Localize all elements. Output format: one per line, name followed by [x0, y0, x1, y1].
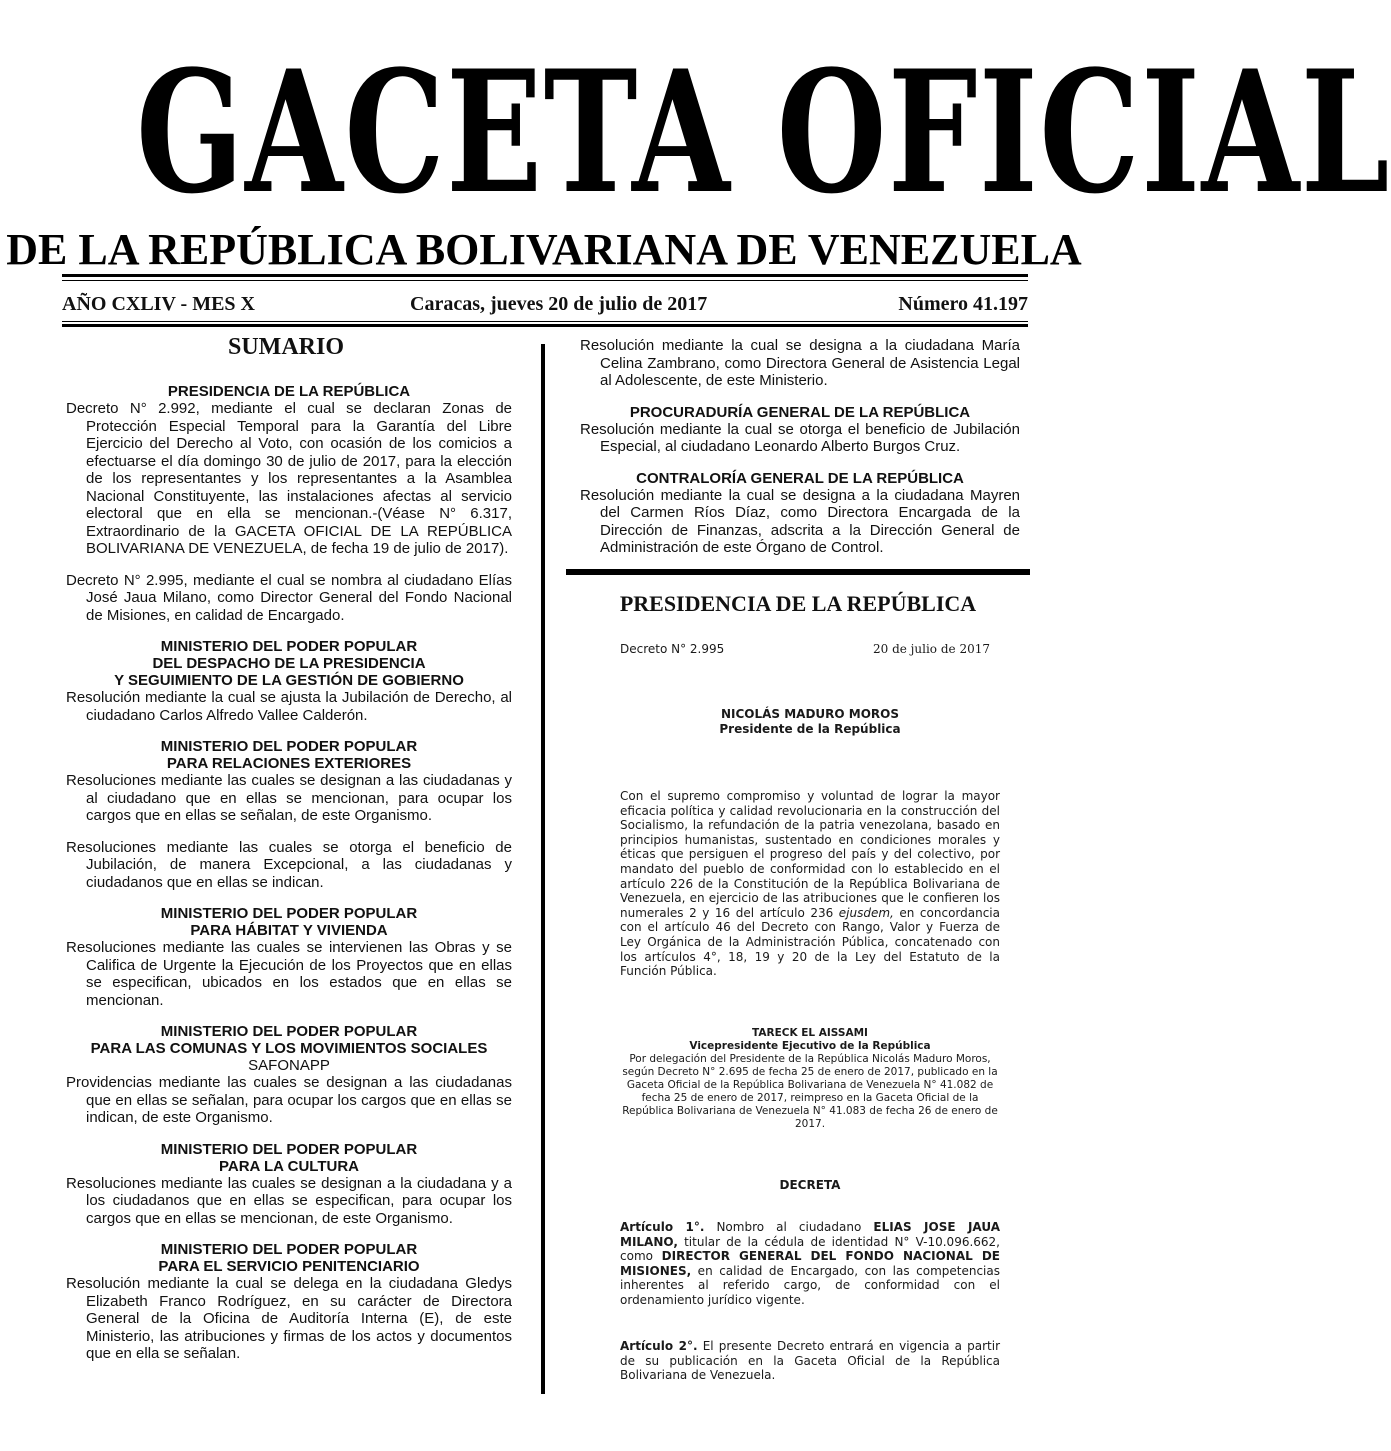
sumario-entry: Resoluciones mediante las cuales se otorga el beneficio de Jubilación, de manera Excepcional, a las ciudadanas y ciudadanos que en ellas se indican.	[66, 838, 512, 891]
president-block	[620, 707, 1000, 736]
sumario-entry: Resolución mediante la cual se designa a la ciudadana María Celina Zambrano, como Directora General de Asistencia Legal al Adolescente, de este Ministerio.	[580, 337, 1020, 389]
delegation-text: Por delegación del Presidente de la República Nicolás Maduro Moros, según Decreto N° 2.695 de fecha 25 de enero de 2017, publicado en la Gaceta Oficial de la República Bolivariana de Venezuela N° 41.082 de fecha 25 de enero de 2017, reimpreso en la Gaceta Oficial de la República Bolivariana de Venezuela N° 41.083 de fecha 26 de enero de 2017.	[622, 1053, 998, 1130]
issue-number: Número 41.197	[898, 293, 1028, 315]
appointed-post: DIRECTOR GENERAL DEL FONDO NACIONAL DE MISIONES,	[620, 1249, 1000, 1278]
sumario-left-column	[66, 383, 512, 1377]
section-heading-line: Y SEGUIMIENTO DE LA GESTIÓN DE GOBIERNO	[114, 672, 464, 689]
president-name: NICOLÁS MADURO MOROS	[720, 707, 900, 721]
section-heading	[66, 638, 512, 689]
section-heading-line: MINISTERIO DEL PODER POPULAR	[160, 1241, 418, 1258]
section-heading-line: MINISTERIO DEL PODER POPULAR	[160, 905, 418, 922]
decree-header	[620, 642, 1000, 658]
issue-date: Caracas, jueves 20 de julio de 2017	[410, 293, 708, 315]
sumario-entry: Decreto N° 2.995, mediante el cual se nombra al ciudadano Elías José Jaua Milano, como Director General del Fondo Nacional de Misiones, en calidad de Encargado.	[66, 571, 512, 624]
section-heading-line: MINISTERIO DEL PODER POPULAR	[160, 638, 418, 655]
sumario-section	[580, 470, 1020, 557]
article-1-text: Nombro al ciudadano	[704, 1220, 874, 1234]
section-heading-line: MINISTERIO DEL PODER POPULAR	[160, 1140, 418, 1158]
section-heading	[66, 1141, 512, 1175]
column-divider	[541, 344, 545, 1394]
vicepresident-block	[620, 1027, 1000, 1131]
section-heading-line: PARA LA CULTURA	[219, 1157, 359, 1175]
section-heading: PRESIDENCIA DE LA REPÚBLICA	[167, 383, 411, 400]
sumario-section	[66, 1023, 512, 1127]
sumario-section	[580, 404, 1020, 456]
preamble-text-end: en concordancia con el artículo 46 del Decreto con Rango, Valor y Fuerza de Ley Orgánica de la Administración Pública, concatenado con los artículos 4°, 18, 19 y 20 de la Ley del Estatuto de la Función Pública.	[620, 905, 1000, 979]
section-heading-line: MINISTERIO DEL PODER POPULAR	[160, 1023, 418, 1040]
sumario-entry: Resoluciones mediante las cuales se designan a la ciudadana y a los ciudadanos que en ellas se especifican, para ocupar los cargos que en ellas se mencionan, de este Organismo.	[66, 1174, 512, 1227]
sumario-section	[66, 1241, 512, 1363]
sumario-section	[580, 337, 1020, 390]
sumario-section	[66, 638, 512, 724]
sumario-entry: Providencias mediante las cuales se designan a las ciudadanas que en ellas se señalan, para ocupar los cargos que en ellas se indican, de este Organismo.	[66, 1074, 512, 1126]
section-heading-line: DEL DESPACHO DE LA PRESIDENCIA	[152, 655, 426, 672]
sumario-entry: Resolución mediante la cual se delega en la ciudadana Gledys Elizabeth Franco Rodríguez, en su carácter de Directora General de la Oficina de Auditoría Interna (E), de este Ministerio, las atribuciones y firmas de los actos y documentos que en ella se señalan.	[66, 1275, 512, 1362]
preamble-text: Con el supremo compromiso y voluntad de lograr la mayor eficacia política y calidad revolucionaria en la construcción del Socialismo, la refundación de la patria venezolana, basado en principios humanistas, sustentado en condiciones morales y éticas que persiguen el progreso del país y del colectivo, por mandato del pueblo de conformidad con lo establecido en el artículo 226 de la Constitución de la República Bolivariana de Venezuela, en ejercicio de las atribuciones que le confieren los numerales 2 y 16 del artículo 236	[620, 789, 1000, 920]
decree-number: Decreto N° 2.995	[620, 642, 725, 656]
article-2-text: El presente Decreto entrará en vigencia a partir de su publicación en la Gaceta Oficial de la República Bolivariana de Venezuela.	[620, 1339, 1001, 1383]
section-separator-rule	[566, 569, 1030, 575]
article-2	[620, 1339, 1000, 1383]
vicepresident-name: TARECK EL AISSAMI	[752, 1027, 868, 1039]
preamble-italic: ejusdem,	[838, 905, 894, 920]
vicepresident-title: Vicepresidente Ejecutivo de la República	[689, 1040, 931, 1052]
issue-year-month: AÑO CXLIV - MES X	[62, 293, 255, 315]
sumario-section	[66, 738, 512, 891]
section-heading-line: PARA RELACIONES EXTERIORES	[166, 755, 412, 772]
section-heading	[66, 738, 512, 772]
presidencia-title: PRESIDENCIA DE LA REPÚBLICA	[619, 591, 977, 616]
sumario-section	[66, 905, 512, 1009]
top-rule-thick	[62, 274, 1028, 277]
section-heading: PROCURADURÍA GENERAL DE LA REPÚBLICA	[629, 403, 971, 421]
decree-preamble	[620, 789, 1000, 979]
decreta-heading: DECRETA	[779, 1178, 841, 1192]
sumario-section	[66, 1141, 512, 1228]
sumario-right-column	[580, 337, 1020, 571]
section-heading-line: PARA LAS COMUNAS Y LOS MOVIMIENTOS SOCIALES	[90, 1040, 488, 1057]
article-1	[620, 1220, 1000, 1308]
info-rule-thin	[62, 321, 1028, 322]
decree-date: 20 de julio de 2017	[873, 642, 990, 656]
issue-info-bar	[62, 292, 1028, 316]
article-1-label: Artículo 1°.	[620, 1220, 705, 1234]
president-title: Presidente de la República	[719, 721, 901, 736]
article-2-label: Artículo 2°.	[620, 1339, 698, 1353]
section-heading-line: MINISTERIO DEL PODER POPULAR	[160, 738, 418, 755]
appointee-name: ELIAS JOSE JAUA MILANO,	[620, 1220, 1000, 1249]
sumario-entry: Resolución mediante la cual se designa a la ciudadana Mayren del Carmen Ríos Díaz, como Directora Encargada de la Dirección de Finanzas, adscrita a la Dirección General de Administración de este Órgano de Control.	[580, 486, 1020, 556]
section-heading-line: PARA HÁBITAT Y VIVIENDA	[190, 922, 388, 939]
sumario-title: SUMARIO	[227, 334, 344, 360]
section-heading	[66, 905, 512, 939]
info-rule-thick	[62, 324, 1028, 327]
masthead-title: GACETA OFICIAL	[136, 33, 1391, 231]
sumario-entry: Resoluciones mediante las cuales se designan a las ciudadanas y al ciudadano que en ellas se mencionan, para ocupar los cargos que en ellas se señalan, de este Organismo.	[66, 772, 512, 824]
top-rule-thin	[62, 280, 1028, 281]
sumario-entry: Resolución mediante la cual se ajusta la Jubilación de Derecho, al ciudadano Carlos Alfredo Vallee Calderón.	[66, 689, 512, 724]
section-heading	[66, 1241, 512, 1275]
masthead-subtitle: DE LA REPÚBLICA BOLIVARIANA DE VENEZUELA	[6, 225, 1082, 274]
section-heading: CONTRALORÍA GENERAL DE LA REPÚBLICA	[636, 469, 964, 487]
section-heading	[66, 1023, 512, 1057]
sumario-section	[66, 383, 512, 624]
article-1-text: en calidad de Encargado, con las competencias inherentes al referido cargo, de conformidad con el ordenamiento jurídico vigente.	[620, 1263, 1000, 1307]
section-subheading: SAFONAPP	[248, 1057, 330, 1074]
sumario-entry: Resoluciones mediante las cuales se intervienen las Obras y se Califica de Urgente la Ejecución de los Proyectos que en ellas se especifican, ubicados en los estados que en ellas se mencionan.	[66, 939, 512, 1009]
article-1-text: titular de la cédula de identidad N° V-10.096.662, como	[620, 1234, 1000, 1264]
sumario-entry: Decreto N° 2.992, mediante el cual se declaran Zonas de Protección Especial Temporal para la Garantía del Libre Ejercicio del Derecho al Voto, con ocasión de los comicios a efectuarse el día domingo 30 de julio de 2017, para la elección de los representantes y los representantes a la Asamblea Nacional Constituyente, las instalaciones afectas al servicio electoral que en ella se mencionan.-(Véase N° 6.317, Extraordinario de la GACETA OFICIAL DE LA REPÚBLICA BOLIVARIANA DE VENEZUELA, de fecha 19 de julio de 2017).	[66, 400, 512, 557]
section-heading-line: PARA EL SERVICIO PENITENCIARIO	[158, 1258, 420, 1275]
sumario-entry: Resolución mediante la cual se otorga el beneficio de Jubilación Especial, al ciudadano Leonardo Alberto Burgos Cruz.	[580, 420, 1020, 455]
